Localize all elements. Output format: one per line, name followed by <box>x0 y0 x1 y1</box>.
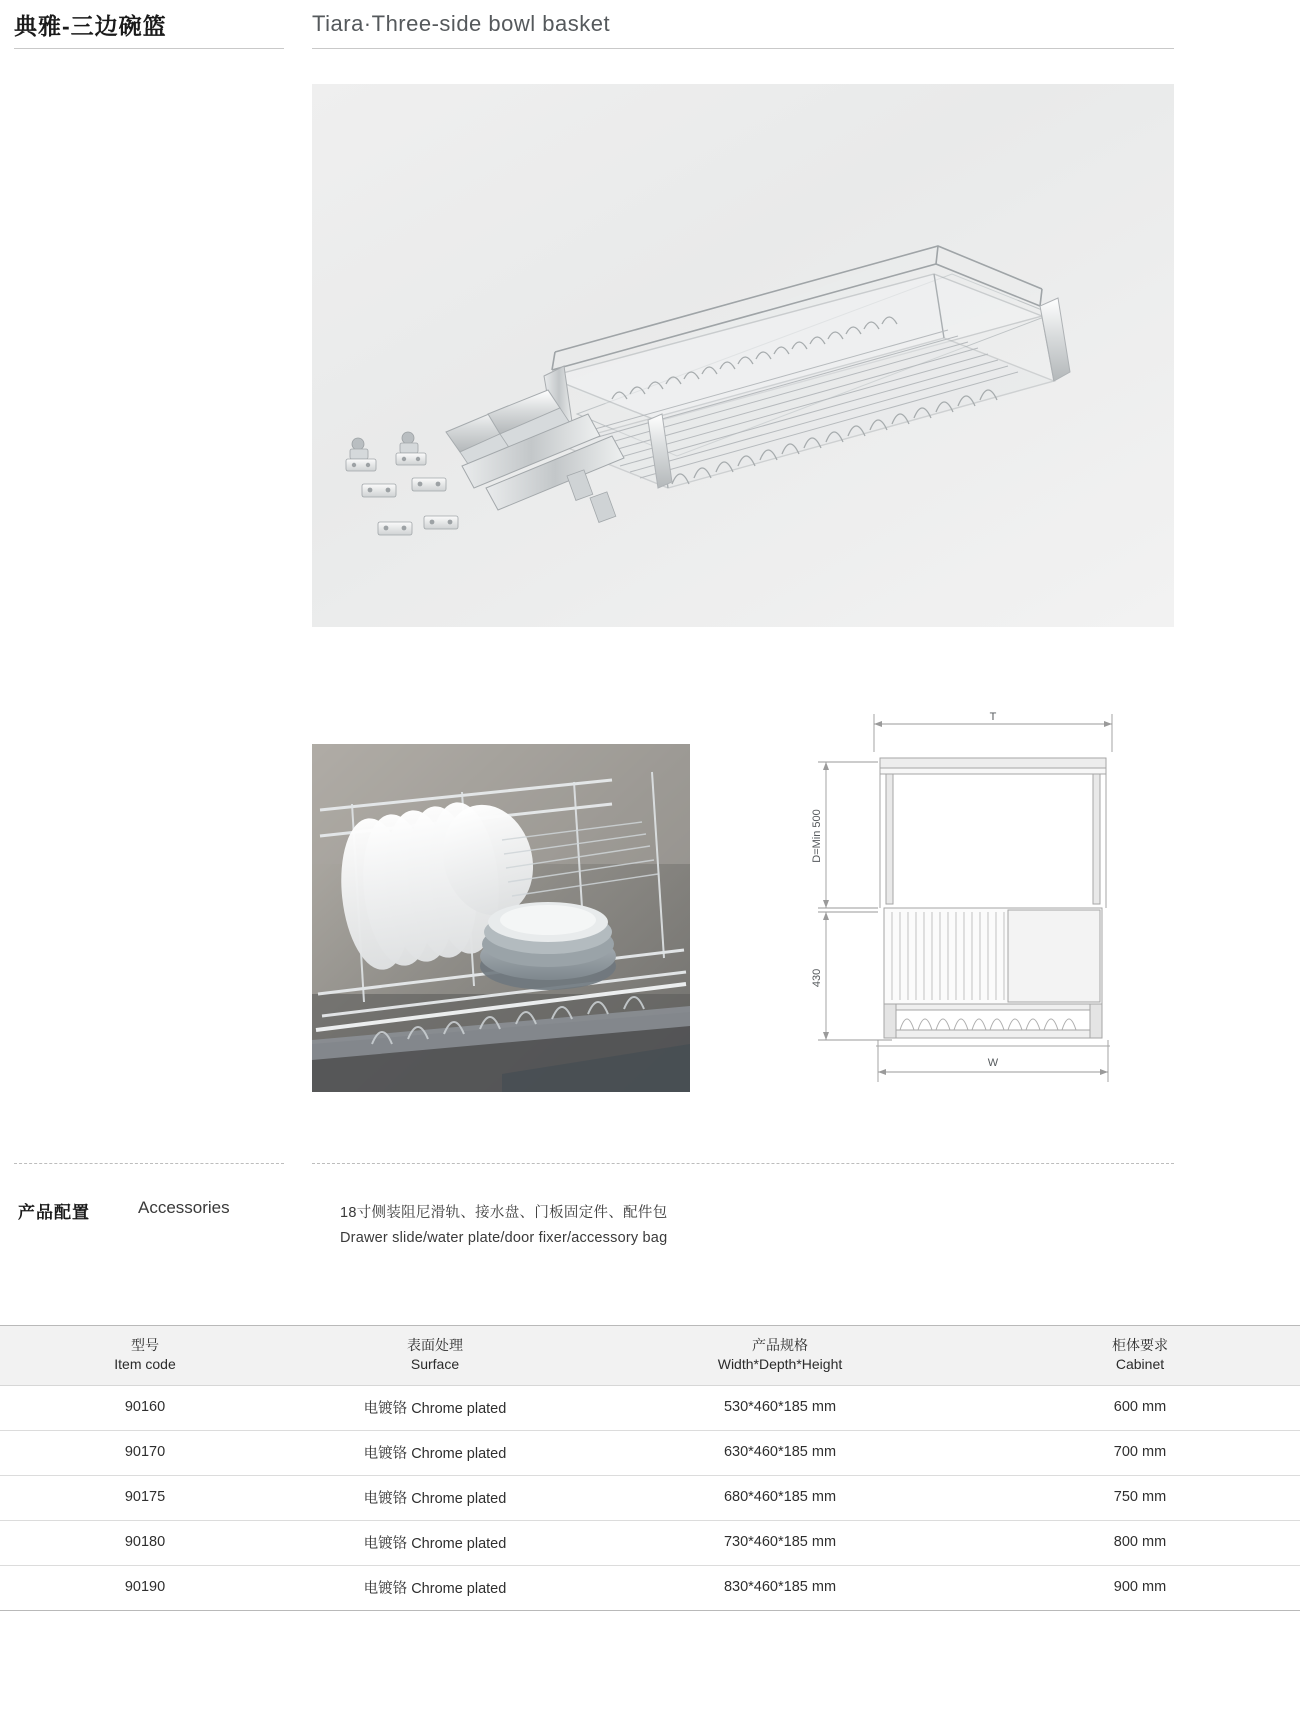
cell-surface: 电镀铬 Chrome plated <box>290 1430 580 1475</box>
cell-item-code: 90175 <box>0 1475 290 1520</box>
cell-surface: 电镀铬 Chrome plated <box>290 1520 580 1565</box>
cell-cabinet: 700 mm <box>980 1430 1300 1475</box>
cell-size: 730*460*185 mm <box>580 1520 980 1565</box>
cell-cabinet: 800 mm <box>980 1520 1300 1565</box>
accessories-divider-left <box>14 1163 284 1164</box>
cell-surface: 电镀铬 Chrome plated <box>290 1385 580 1430</box>
cell-cabinet: 750 mm <box>980 1475 1300 1520</box>
cell-cabinet: 600 mm <box>980 1385 1300 1430</box>
accessories-label-en: Accessories <box>138 1198 230 1217</box>
accessories-text-cn: 18寸侧装阻尼滑轨、接水盘、门板固定件、配件包 <box>340 1205 668 1221</box>
cell-item-code: 90160 <box>0 1385 290 1430</box>
cell-size: 630*460*185 mm <box>580 1430 980 1475</box>
column-header-cabinet <box>980 1326 1300 1386</box>
drawing-label-depth: D=Min 500 <box>811 809 823 863</box>
table-body <box>0 1385 1300 1610</box>
cell-item-code: 90180 <box>0 1520 290 1565</box>
table-row <box>0 1430 1300 1475</box>
column-header-size-cn: 产品规格 <box>752 1337 808 1353</box>
header-divider-right <box>312 48 1174 49</box>
drawing-label-top: T <box>989 711 997 723</box>
dimension-diagram <box>800 700 1180 1100</box>
cell-size: 680*460*185 mm <box>580 1475 980 1520</box>
column-header-cabinet-cn: 柜体要求 <box>1112 1337 1168 1353</box>
dish-basket-photo <box>312 744 690 1092</box>
page-header <box>0 0 1300 56</box>
cell-size: 830*460*185 mm <box>580 1565 980 1610</box>
table-row <box>0 1565 1300 1610</box>
cell-surface: 电镀铬 Chrome plated <box>290 1565 580 1610</box>
column-header-cabinet-en: Cabinet <box>1115 1355 1165 1372</box>
accessories-label-cn: 产品配置 <box>18 1203 90 1222</box>
table-row <box>0 1520 1300 1565</box>
technical-drawing <box>800 700 1180 1100</box>
accessories-text-en: Drawer slide/water plate/door fixer/accessory bag <box>340 1230 668 1246</box>
column-header-surface-en: Surface <box>410 1355 460 1372</box>
column-header-size-en: Width*Depth*Height <box>717 1355 843 1372</box>
product-photo <box>312 744 690 1092</box>
specification-table <box>0 1325 1300 1611</box>
column-header-size <box>580 1326 980 1386</box>
header-divider-left <box>14 48 284 49</box>
table-header <box>0 1326 1300 1386</box>
cell-item-code: 90190 <box>0 1565 290 1610</box>
page-title-en: Tiara·Three-side bowl basket <box>312 11 611 36</box>
table-row <box>0 1385 1300 1430</box>
cell-cabinet: 900 mm <box>980 1565 1300 1610</box>
drawing-label-height: 430 <box>811 968 823 988</box>
column-header-item-code <box>0 1326 290 1386</box>
column-header-item-code-cn: 型号 <box>131 1337 159 1353</box>
product-hero-image <box>312 84 1174 627</box>
cell-size: 530*460*185 mm <box>580 1385 980 1430</box>
accessories-divider-right <box>312 1163 1174 1164</box>
table-header-row <box>0 1326 1300 1386</box>
cell-item-code: 90170 <box>0 1430 290 1475</box>
table-row <box>0 1475 1300 1520</box>
column-header-surface <box>290 1326 580 1386</box>
column-header-item-code-en: Item code <box>114 1355 176 1372</box>
drawing-label-width: W <box>987 1057 999 1069</box>
column-header-surface-cn: 表面处理 <box>407 1337 463 1353</box>
page-title-cn: 典雅-三边碗篮 <box>14 13 167 39</box>
cell-surface: 电镀铬 Chrome plated <box>290 1475 580 1520</box>
bowl-basket-illustration <box>312 84 1174 627</box>
